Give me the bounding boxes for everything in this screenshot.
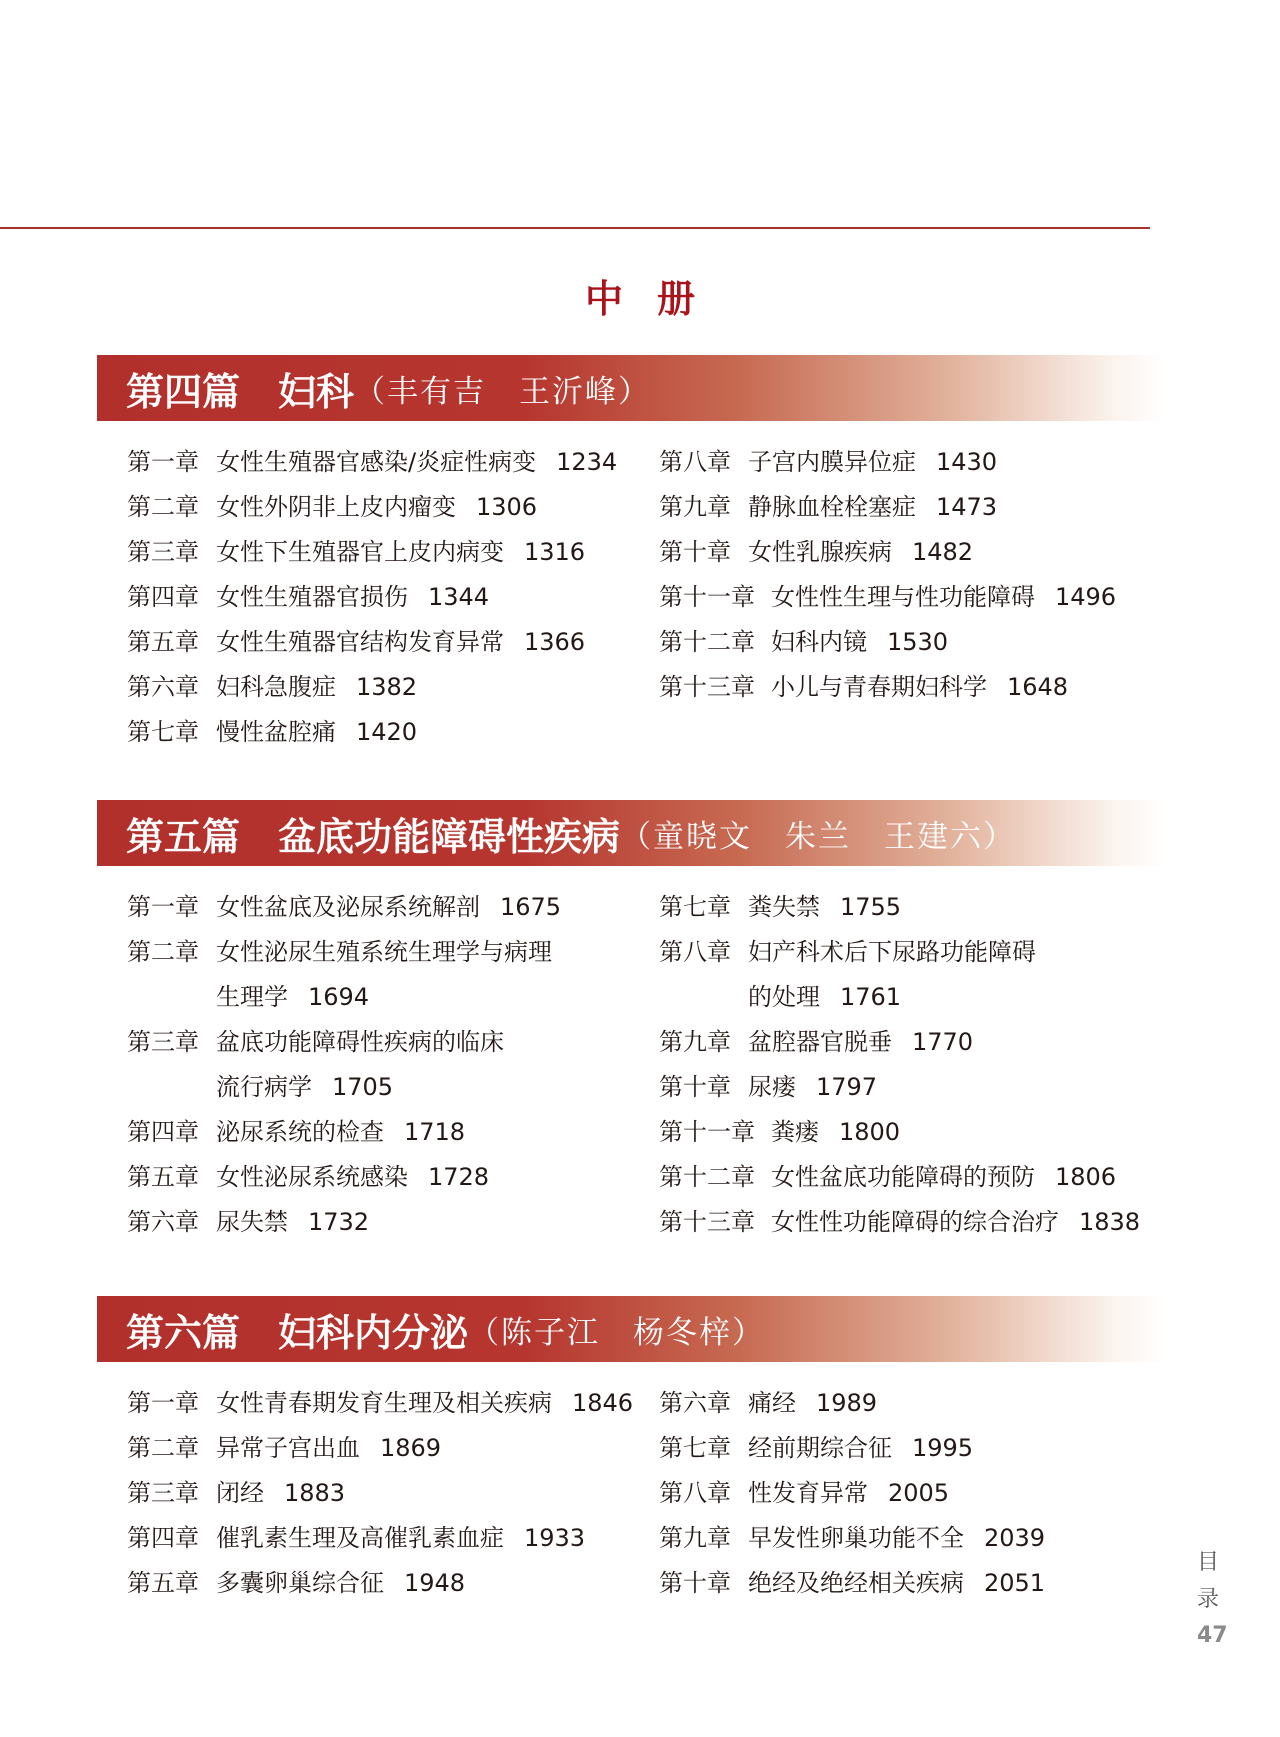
toc-entry-left bbox=[127, 582, 490, 612]
chapter-title-line bbox=[216, 1207, 369, 1237]
chapter-number: 第六章 bbox=[127, 673, 199, 701]
chapter-title: 女性泌尿系统感染 bbox=[216, 1163, 408, 1191]
part-title: 妇科内分泌 bbox=[278, 1310, 469, 1355]
chapter-title-line bbox=[748, 447, 997, 477]
chapter-number: 第三章 bbox=[127, 1028, 199, 1056]
chapter-page: 1989 bbox=[816, 1389, 878, 1417]
toc-entry-left bbox=[127, 1207, 370, 1237]
chapter-page: 1694 bbox=[308, 983, 370, 1011]
chapter-number: 第三章 bbox=[127, 1479, 199, 1507]
chapter-number: 第四章 bbox=[127, 583, 199, 611]
chapter-page: 1316 bbox=[524, 538, 586, 566]
toc-entry-right bbox=[659, 447, 998, 477]
chapter-title-line bbox=[748, 1388, 877, 1418]
chapter-page: 1800 bbox=[839, 1118, 901, 1146]
toc-entry-left bbox=[127, 537, 586, 567]
chapter-title-line bbox=[771, 1117, 900, 1147]
toc-entry-right bbox=[659, 1072, 878, 1102]
chapter-title-line bbox=[748, 1568, 1045, 1598]
toc-entry-right bbox=[659, 1117, 901, 1147]
chapter-page: 1869 bbox=[380, 1434, 442, 1462]
chapter-title-line bbox=[748, 1478, 949, 1508]
toc-entry-left bbox=[127, 1117, 466, 1147]
toc-entry-left bbox=[127, 1568, 466, 1598]
chapter-title: 盆腔器官脱垂 bbox=[748, 1028, 892, 1056]
chapter-page: 1420 bbox=[356, 718, 418, 746]
chapter-title: 经前期综合征 bbox=[748, 1434, 892, 1462]
chapter-title: 尿瘘 bbox=[748, 1073, 796, 1101]
chapter-title: 粪瘘 bbox=[771, 1118, 819, 1146]
chapter-title: 慢性盆腔痛 bbox=[216, 718, 336, 746]
toc-entry-right bbox=[659, 1388, 878, 1418]
toc-entry-left-continuation bbox=[216, 1072, 393, 1102]
chapter-title-line bbox=[216, 492, 537, 522]
chapter-number: 第八章 bbox=[659, 448, 731, 476]
chapter-page: 1234 bbox=[556, 448, 618, 476]
chapter-page: 1846 bbox=[572, 1389, 634, 1417]
chapter-title: 子宫内膜异位症 bbox=[748, 448, 916, 476]
chapter-number: 第八章 bbox=[659, 938, 731, 966]
toc-entry-right bbox=[659, 492, 998, 522]
chapter-title: 女性盆底及泌尿系统解剖 bbox=[216, 893, 480, 921]
chapter-number: 第一章 bbox=[127, 448, 199, 476]
chapter-title-line bbox=[216, 582, 489, 612]
chapter-number: 第九章 bbox=[659, 1028, 731, 1056]
toc-entry-left bbox=[127, 492, 538, 522]
chapter-number: 第七章 bbox=[659, 1434, 731, 1462]
chapter-title-line bbox=[748, 537, 973, 567]
chapter-title: 多囊卵巢综合征 bbox=[216, 1569, 384, 1597]
chapter-number: 第十二章 bbox=[659, 1163, 755, 1191]
chapter-title-line bbox=[216, 1162, 489, 1192]
chapter-page: 1755 bbox=[840, 893, 902, 921]
toc-entry-right bbox=[659, 1027, 974, 1057]
toc-entry-right bbox=[659, 1478, 950, 1508]
chapter-number: 第八章 bbox=[659, 1479, 731, 1507]
toc-entry-right-continuation bbox=[748, 982, 901, 1012]
chapter-number: 第十二章 bbox=[659, 628, 755, 656]
toc-entry-left bbox=[127, 1478, 346, 1508]
chapter-number: 第十三章 bbox=[659, 1208, 755, 1236]
chapter-title-line bbox=[748, 492, 997, 522]
chapter-number: 第十三章 bbox=[659, 673, 755, 701]
toc-entry-left bbox=[127, 1162, 490, 1192]
toc-entry-left bbox=[127, 672, 418, 702]
volume-title: 中册 bbox=[584, 277, 729, 321]
chapter-number: 第十一章 bbox=[659, 583, 755, 611]
chapter-page: 1473 bbox=[936, 493, 998, 521]
chapter-page: 1806 bbox=[1055, 1163, 1117, 1191]
chapter-title-line bbox=[216, 627, 585, 657]
chapter-title: 催乳素生理及高催乳素血症 bbox=[216, 1524, 504, 1552]
chapter-number: 第五章 bbox=[127, 1569, 199, 1597]
chapter-title: 妇产科术后下尿路功能障碍 bbox=[748, 938, 1036, 966]
chapter-title: 女性盆底功能障碍的预防 bbox=[771, 1163, 1035, 1191]
chapter-title-continued: 的处理 bbox=[748, 983, 820, 1011]
chapter-title-line bbox=[216, 1027, 504, 1057]
toc-entry-right bbox=[659, 1568, 1046, 1598]
chapter-number: 第六章 bbox=[659, 1389, 731, 1417]
chapter-title: 女性性功能障碍的综合治疗 bbox=[771, 1208, 1059, 1236]
chapter-title-line bbox=[771, 582, 1116, 612]
chapter-page: 1732 bbox=[308, 1208, 370, 1236]
chapter-title-line bbox=[748, 1433, 973, 1463]
part-number: 第五篇 bbox=[126, 814, 241, 859]
chapter-number: 第四章 bbox=[127, 1118, 199, 1146]
chapter-title: 绝经及绝经相关疾病 bbox=[748, 1569, 964, 1597]
chapter-title: 女性下生殖器官上皮内病变 bbox=[216, 538, 504, 566]
chapter-title-line bbox=[216, 1478, 345, 1508]
toc-entry-left bbox=[127, 892, 562, 922]
chapter-page: 2039 bbox=[984, 1524, 1046, 1552]
chapter-page: 1995 bbox=[912, 1434, 974, 1462]
chapter-number: 第十章 bbox=[659, 1073, 731, 1101]
chapter-title: 静脉血栓栓塞症 bbox=[748, 493, 916, 521]
toc-entry-left bbox=[127, 1433, 442, 1463]
chapter-page: 1496 bbox=[1055, 583, 1117, 611]
side-label-char-1: 目 bbox=[1197, 1550, 1220, 1575]
toc-entry-right bbox=[659, 1523, 1046, 1553]
toc-entry-left-continuation bbox=[216, 982, 369, 1012]
chapter-title: 尿失禁 bbox=[216, 1208, 288, 1236]
toc-entry-right bbox=[659, 892, 902, 922]
chapter-title-line bbox=[216, 447, 617, 477]
chapter-page: 1883 bbox=[284, 1479, 346, 1507]
chapter-title: 女性生殖器官损伤 bbox=[216, 583, 408, 611]
chapter-title: 痛经 bbox=[748, 1389, 796, 1417]
chapter-page: 1838 bbox=[1079, 1208, 1141, 1236]
chapter-number: 第二章 bbox=[127, 493, 199, 521]
chapter-title: 粪失禁 bbox=[748, 893, 820, 921]
chapter-title-line bbox=[216, 892, 561, 922]
chapter-title: 女性青春期发育生理及相关疾病 bbox=[216, 1389, 552, 1417]
chapter-page: 2005 bbox=[888, 1479, 950, 1507]
part-banner bbox=[97, 355, 1167, 421]
chapter-page: 1482 bbox=[912, 538, 974, 566]
chapter-title-line bbox=[771, 1162, 1116, 1192]
chapter-number: 第七章 bbox=[127, 718, 199, 746]
toc-entry-left bbox=[127, 1523, 586, 1553]
chapter-title: 性发育异常 bbox=[748, 1479, 868, 1507]
chapter-number: 第七章 bbox=[659, 893, 731, 921]
chapter-number: 第二章 bbox=[127, 1434, 199, 1462]
chapter-title-line bbox=[771, 672, 1068, 702]
part-banner bbox=[97, 800, 1167, 866]
chapter-title-line bbox=[771, 627, 948, 657]
chapter-title-line bbox=[216, 937, 552, 967]
chapter-title-line bbox=[748, 1027, 973, 1057]
chapter-page: 1344 bbox=[428, 583, 490, 611]
chapter-number: 第五章 bbox=[127, 1163, 199, 1191]
chapter-title: 盆底功能障碍性疾病的临床 bbox=[216, 1028, 504, 1056]
chapter-title-line bbox=[216, 717, 417, 747]
part-number: 第四篇 bbox=[126, 369, 241, 414]
chapter-title-line bbox=[216, 1568, 465, 1598]
chapter-page: 1530 bbox=[887, 628, 949, 656]
chapter-number: 第六章 bbox=[127, 1208, 199, 1236]
part-banner bbox=[97, 1296, 1167, 1362]
toc-entry-right bbox=[659, 1162, 1117, 1192]
chapter-page: 1430 bbox=[936, 448, 998, 476]
top-divider bbox=[0, 227, 1150, 229]
toc-entry-right bbox=[659, 582, 1117, 612]
chapter-page: 1675 bbox=[500, 893, 562, 921]
chapter-number: 第十章 bbox=[659, 1569, 731, 1597]
chapter-title: 女性泌尿生殖系统生理学与病理 bbox=[216, 938, 552, 966]
chapter-page: 1933 bbox=[524, 1524, 586, 1552]
chapter-title: 泌尿系统的检查 bbox=[216, 1118, 384, 1146]
chapter-title: 妇科急腹症 bbox=[216, 673, 336, 701]
chapter-title-line bbox=[216, 537, 585, 567]
chapter-title-line bbox=[748, 937, 1036, 967]
chapter-page: 1705 bbox=[332, 1073, 394, 1101]
chapter-page: 1770 bbox=[912, 1028, 974, 1056]
chapter-number: 第一章 bbox=[127, 1389, 199, 1417]
chapter-title-line bbox=[216, 672, 417, 702]
part-number: 第六篇 bbox=[126, 1310, 241, 1355]
chapter-page: 1366 bbox=[524, 628, 586, 656]
chapter-page: 1306 bbox=[476, 493, 538, 521]
chapter-title-line bbox=[216, 1433, 441, 1463]
part-editors: （陈子江 杨冬梓） bbox=[468, 1314, 766, 1351]
part-title: 妇科 bbox=[278, 369, 355, 414]
toc-entry-right bbox=[659, 537, 974, 567]
chapter-number: 第十章 bbox=[659, 538, 731, 566]
chapter-title: 女性乳腺疾病 bbox=[748, 538, 892, 566]
chapter-number: 第九章 bbox=[659, 493, 731, 521]
chapter-title: 女性外阴非上皮内瘤变 bbox=[216, 493, 456, 521]
toc-entry-right bbox=[659, 627, 949, 657]
chapter-page: 1761 bbox=[840, 983, 902, 1011]
chapter-title: 异常子宫出血 bbox=[216, 1434, 360, 1462]
toc-entry-left bbox=[127, 1027, 504, 1057]
chapter-title-continued: 流行病学 bbox=[216, 1073, 312, 1101]
page-number: 47 bbox=[1197, 1623, 1228, 1648]
chapter-number: 第一章 bbox=[127, 893, 199, 921]
chapter-title: 女性生殖器官感染/炎症性病变 bbox=[216, 448, 537, 476]
chapter-title-line bbox=[748, 1523, 1045, 1553]
chapter-title: 妇科内镜 bbox=[771, 628, 867, 656]
chapter-page: 2051 bbox=[984, 1569, 1046, 1597]
toc-entry-right bbox=[659, 1433, 974, 1463]
chapter-number: 第四章 bbox=[127, 1524, 199, 1552]
chapter-number: 第五章 bbox=[127, 628, 199, 656]
side-label-char-2: 录 bbox=[1197, 1587, 1220, 1612]
chapter-page: 1648 bbox=[1007, 673, 1069, 701]
toc-entry-left bbox=[127, 717, 418, 747]
toc-entry-right bbox=[659, 1207, 1141, 1237]
toc-entry-left bbox=[127, 447, 618, 477]
chapter-title: 小儿与青春期妇科学 bbox=[771, 673, 987, 701]
chapter-page: 1382 bbox=[356, 673, 418, 701]
part-editors: （童晓文 朱兰 王建六） bbox=[620, 818, 1017, 855]
chapter-title: 女性性生理与性功能障碍 bbox=[771, 583, 1035, 611]
chapter-title-line bbox=[748, 892, 901, 922]
chapter-title-line bbox=[748, 1072, 877, 1102]
chapter-title-line bbox=[216, 1523, 585, 1553]
toc-entry-right bbox=[659, 672, 1069, 702]
chapter-number: 第三章 bbox=[127, 538, 199, 566]
chapter-page: 1948 bbox=[404, 1569, 466, 1597]
chapter-page: 1797 bbox=[816, 1073, 878, 1101]
chapter-title-line bbox=[771, 1207, 1140, 1237]
chapter-title: 女性生殖器官结构发育异常 bbox=[216, 628, 504, 656]
chapter-number: 第十一章 bbox=[659, 1118, 755, 1146]
toc-entry-left bbox=[127, 627, 586, 657]
chapter-title-continued: 生理学 bbox=[216, 983, 288, 1011]
toc-entry-left bbox=[127, 937, 552, 967]
chapter-number: 第二章 bbox=[127, 938, 199, 966]
chapter-page: 1718 bbox=[404, 1118, 466, 1146]
toc-entry-left bbox=[127, 1388, 634, 1418]
chapter-page: 1728 bbox=[428, 1163, 490, 1191]
part-editors: （丰有吉 王沂峰） bbox=[354, 373, 652, 410]
chapter-title: 早发性卵巢功能不全 bbox=[748, 1524, 964, 1552]
part-title: 盆底功能障碍性疾病 bbox=[278, 814, 621, 859]
chapter-title: 闭经 bbox=[216, 1479, 264, 1507]
chapter-title-line bbox=[216, 1117, 465, 1147]
toc-entry-right bbox=[659, 937, 1036, 967]
chapter-number: 第九章 bbox=[659, 1524, 731, 1552]
chapter-title-line bbox=[216, 1388, 633, 1418]
